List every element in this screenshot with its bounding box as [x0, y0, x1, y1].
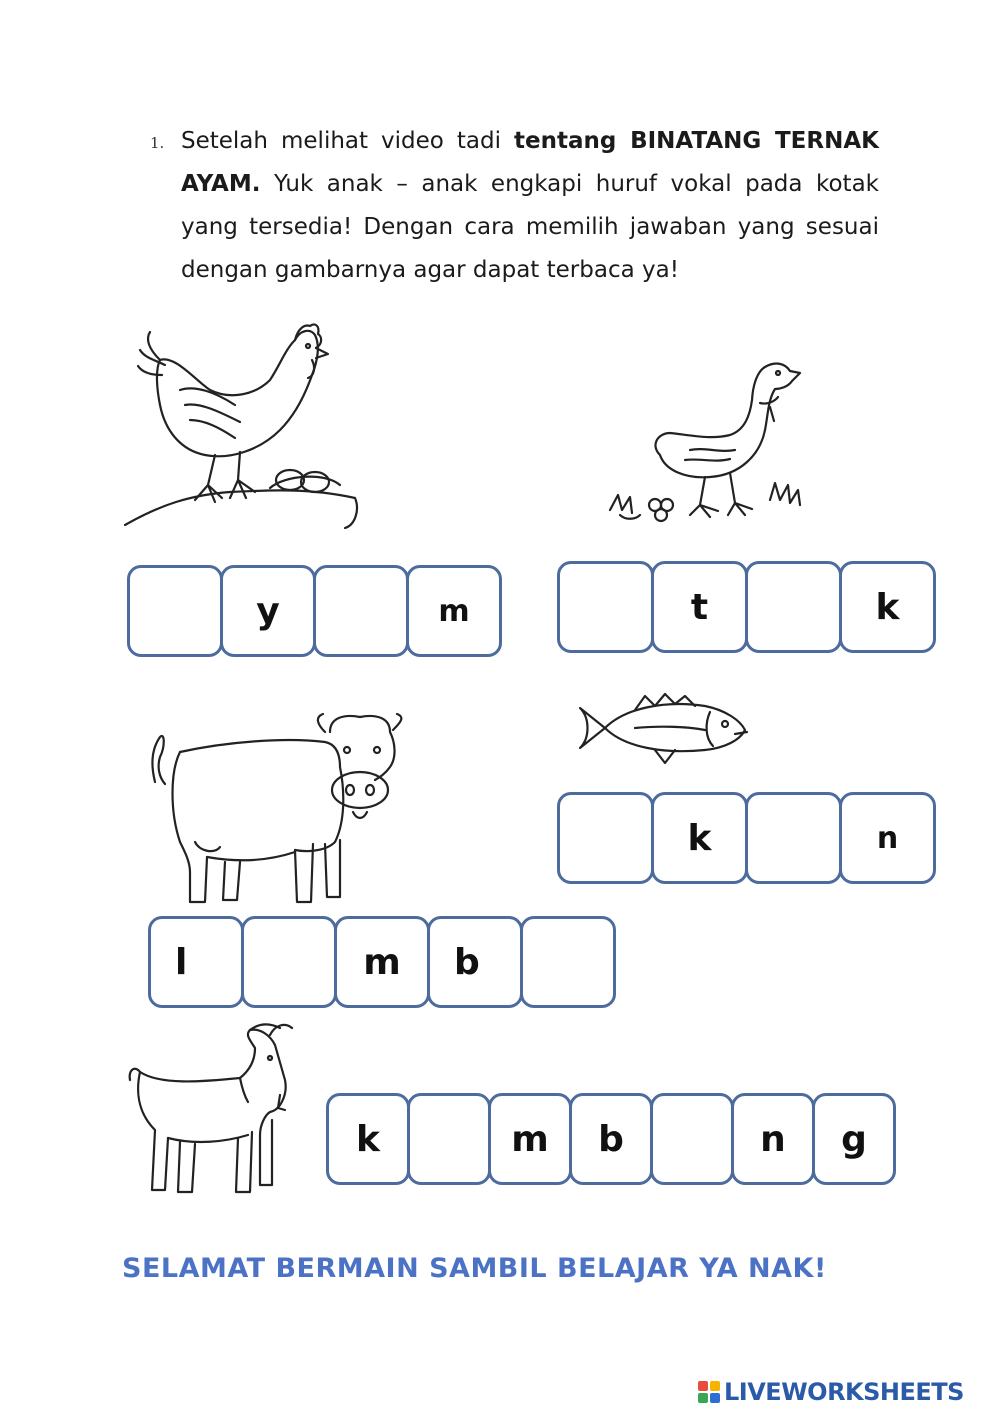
- word-kambing-row: [326, 1093, 893, 1185]
- logo-square-blue: [710, 1393, 720, 1403]
- letter-box-kambing-7: g: [812, 1093, 896, 1185]
- cow-drawing: [135, 712, 410, 910]
- brand-name: LIVEWORKSHEETS: [724, 1378, 964, 1406]
- word-ayam-row: [127, 565, 499, 657]
- letter-box-ikan-4: n: [839, 792, 936, 884]
- chicken-drawing: [120, 320, 365, 530]
- letter-box-ayam-4: m: [406, 565, 502, 657]
- goat-drawing: [120, 1020, 300, 1200]
- letter-box-ayam-2: y: [220, 565, 316, 657]
- letter-box-lembu-3: m: [334, 916, 430, 1008]
- letter-box-kambing-4: b: [569, 1093, 653, 1185]
- letter-box-itik-3[interactable]: [745, 561, 842, 653]
- instruction-part-2: Yuk anak – anak engkapi huruf vokal pada kotak yang tersedia! Dengan cara memilih jawaban yang sesuai dengan gambarnya agar dapat terbaca ya!: [181, 171, 879, 283]
- liveworksheets-brand: [698, 1378, 964, 1406]
- word-lembu-row: [148, 916, 613, 1008]
- instruction-part-1: Setelah melihat video tadi: [181, 128, 515, 154]
- word-ikan-row: [557, 792, 933, 884]
- letter-box-ikan-2: k: [651, 792, 748, 884]
- letter-box-kambing-2[interactable]: [407, 1093, 491, 1185]
- fish-drawing: [575, 688, 755, 768]
- logo-square-red: [698, 1381, 708, 1391]
- logo-square-green: [698, 1393, 708, 1403]
- letter-box-kambing-5[interactable]: [650, 1093, 734, 1185]
- letter-box-lembu-2[interactable]: [241, 916, 337, 1008]
- letter-box-ikan-1[interactable]: [557, 792, 654, 884]
- closing-message: SELAMAT BERMAIN SAMBIL BELAJAR YA NAK!: [122, 1253, 827, 1284]
- letter-box-itik-4: k: [839, 561, 936, 653]
- letter-box-itik-1[interactable]: [557, 561, 654, 653]
- letter-box-lembu-4: b: [427, 916, 523, 1008]
- instruction-text: [181, 120, 879, 292]
- letter-box-ikan-3[interactable]: [745, 792, 842, 884]
- instruction-bold: tentang BINATANG TERNAK AYAM.: [181, 128, 879, 197]
- logo-square-yellow: [710, 1381, 720, 1391]
- word-itik-row: [557, 561, 933, 653]
- duck-drawing: [600, 355, 810, 535]
- question-number: 1.: [150, 134, 165, 152]
- letter-box-lembu-5[interactable]: [520, 916, 616, 1008]
- letter-box-itik-2: t: [651, 561, 748, 653]
- letter-box-kambing-3: m: [488, 1093, 572, 1185]
- letter-box-lembu-1: l: [148, 916, 244, 1008]
- letter-box-ayam-3[interactable]: [313, 565, 409, 657]
- letter-box-kambing-6: n: [731, 1093, 815, 1185]
- letter-box-kambing-1: k: [326, 1093, 410, 1185]
- letter-box-ayam-1[interactable]: [127, 565, 223, 657]
- liveworksheets-logo-icon: [698, 1381, 720, 1403]
